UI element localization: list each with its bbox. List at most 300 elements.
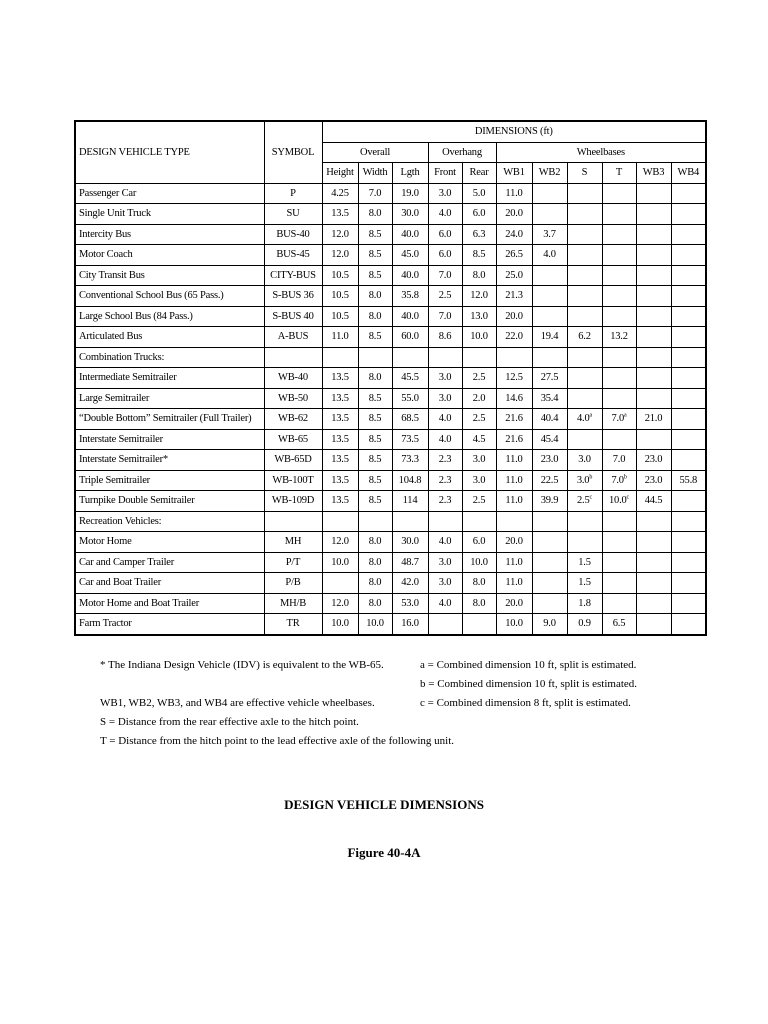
value-cell-height [322,491,358,512]
value-cell-height [322,286,358,307]
value-text: 30.0 [401,536,419,548]
value-cell-width [358,409,392,430]
footnote-marker: a [624,412,627,419]
value-text: 8.5 [368,413,382,425]
value-cell-front [428,327,462,348]
value-text: 2.5 [577,495,590,507]
value-text: 3.0 [438,372,452,384]
column-header-lgth: Lgth [392,163,428,184]
value-cell-rear [462,368,496,389]
column-header-t: T [602,163,636,184]
value-cell-wb4 [671,245,706,266]
value-cell-front [428,286,462,307]
value-text: 73.3 [401,454,419,466]
value-text: 11.0 [505,556,523,568]
value-text: 40.4 [540,413,559,425]
value-cell-wb2 [532,614,567,635]
empty-cell [392,347,428,368]
value-cell-s [567,491,602,512]
value-cell-width [358,388,392,409]
notes-section [100,656,720,751]
value-cell-lgth [392,532,428,553]
value-cell-wb3 [636,552,671,573]
value-text: 8.5 [368,454,382,466]
value-cell-height [322,470,358,491]
value-text: 104.8 [398,474,422,486]
footnote-marker: b [623,474,627,481]
value-cell-lgth [392,470,428,491]
value-cell-s [567,409,602,430]
value-text: 13.5 [331,413,349,425]
value-cell-width [358,327,392,348]
value-text: 55.0 [401,392,419,404]
value-cell-wb2 [532,593,567,614]
value-cell-wb3 [636,614,671,635]
note-b: b = Combined dimension 10 ft, split is estimated. [420,678,638,690]
table-row [75,388,706,409]
value-cell-s [567,224,602,245]
value-text: 19.4 [540,331,559,343]
value-cell-lgth [392,224,428,245]
value-text: 7.0 [438,310,452,322]
value-cell-wb3 [636,409,671,430]
value-cell-s [567,306,602,327]
value-text: 3.0 [472,454,486,466]
value-cell-rear [462,306,496,327]
value-cell-wb3 [636,450,671,471]
value-text: 4.5 [472,433,486,445]
value-cell-height [322,245,358,266]
value-text: 8.0 [472,597,486,609]
value-cell-width [358,286,392,307]
vehicle-type-cell: Conventional School Bus (65 Pass.) [75,286,264,307]
value-text: 44.5 [644,495,663,507]
vehicle-type-cell: Large Semitrailer [75,388,264,409]
value-cell-wb3 [636,224,671,245]
value-text: 8.5 [368,392,382,404]
value-cell-height [322,573,358,594]
value-text: 2.5 [472,413,486,425]
value-text: 8.5 [368,269,382,281]
value-cell-front [428,573,462,594]
value-cell-s [567,532,602,553]
symbol-cell: S-BUS 40 [264,306,322,327]
value-cell-t [602,409,636,430]
value-cell-height [322,450,358,471]
value-cell-height [322,593,358,614]
empty-cell [264,347,322,368]
value-cell-wb2 [532,327,567,348]
value-cell-wb1 [496,614,532,635]
value-text: 23.0 [644,454,663,466]
value-text: 6.2 [578,331,591,343]
value-text: 4.0 [438,536,452,548]
empty-cell [322,511,358,532]
value-cell-rear [462,450,496,471]
value-cell-t [602,552,636,573]
value-text: 6.0 [438,228,452,240]
symbol-cell: P/B [264,573,322,594]
vehicle-type-cell: Motor Coach [75,245,264,266]
value-cell-wb1 [496,183,532,204]
value-text: 21.3 [505,290,523,302]
value-text: 23.0 [644,474,663,486]
column-header-wb1: WB1 [496,163,532,184]
value-text: 6.3 [472,228,486,240]
value-text: 12.0 [331,249,349,261]
value-cell-rear [462,327,496,348]
value-cell-wb4 [671,491,706,512]
value-text: 53.0 [401,597,419,609]
value-cell-height [322,265,358,286]
value-cell-t [602,532,636,553]
value-text: 3.0 [578,454,591,466]
value-cell-s [567,593,602,614]
value-text: 5.0 [472,187,486,199]
value-cell-lgth [392,491,428,512]
value-text: 20.0 [505,536,523,548]
column-header-front: Front [428,163,462,184]
symbol-cell: BUS-40 [264,224,322,245]
value-cell-lgth [392,429,428,450]
value-text: 40.0 [401,269,419,281]
empty-cell [636,347,671,368]
value-text: 11.0 [505,495,523,507]
column-header-width: Width [358,163,392,184]
value-cell-wb2 [532,450,567,471]
value-text: 13.5 [331,392,349,404]
value-cell-rear [462,614,496,635]
empty-cell [496,347,532,368]
value-cell-wb1 [496,327,532,348]
value-text: 21.6 [505,433,523,445]
value-cell-lgth [392,409,428,430]
empty-cell [428,347,462,368]
value-cell-wb4 [671,593,706,614]
value-cell-rear [462,532,496,553]
value-cell-wb2 [532,286,567,307]
table-body [75,183,706,635]
value-cell-width [358,204,392,225]
value-cell-rear [462,183,496,204]
value-cell-width [358,614,392,635]
value-cell-height [322,224,358,245]
value-cell-wb4 [671,409,706,430]
empty-cell [567,347,602,368]
value-text: 12.0 [470,290,488,302]
value-cell-lgth [392,265,428,286]
column-header-rear: Rear [462,163,496,184]
column-header-s: S [567,163,602,184]
value-cell-lgth [392,388,428,409]
footnote-marker: a [589,412,592,419]
value-cell-lgth [392,286,428,307]
section-label: Recreation Vehicles: [75,511,264,532]
value-text: 39.9 [540,495,559,507]
value-text: 20.0 [505,597,523,609]
note-wheelbases: WB1, WB2, WB3, and WB4 are effective vehicle wheelbases. [100,697,375,709]
value-text: 4.0 [438,433,452,445]
value-cell-wb4 [671,388,706,409]
value-cell-width [358,573,392,594]
value-text: 8.0 [368,208,382,220]
value-cell-lgth [392,614,428,635]
value-cell-t [602,450,636,471]
empty-cell [671,511,706,532]
vehicle-type-cell: Turnpike Double Semitrailer [75,491,264,512]
value-cell-t [602,204,636,225]
value-cell-front [428,388,462,409]
value-text: 40.0 [401,228,419,240]
value-cell-width [358,368,392,389]
column-header-wb4: WB4 [671,163,706,184]
value-cell-wb2 [532,204,567,225]
value-cell-wb1 [496,409,532,430]
value-cell-width [358,429,392,450]
value-text: 8.5 [368,495,382,507]
value-text: 12.0 [331,228,349,240]
value-cell-height [322,552,358,573]
value-text: 4.0 [438,597,452,609]
value-cell-t [602,429,636,450]
value-text: 20.0 [505,310,523,322]
value-text: 10.5 [331,290,349,302]
vehicle-type-cell: Motor Home [75,532,264,553]
footnote-marker: c [589,494,592,501]
value-cell-width [358,245,392,266]
value-text: 27.5 [540,372,559,384]
value-cell-rear [462,224,496,245]
value-cell-front [428,306,462,327]
value-cell-wb2 [532,409,567,430]
value-cell-wb2 [532,552,567,573]
value-text: 10.0 [331,618,349,630]
value-text: 10.5 [331,310,349,322]
value-cell-height [322,183,358,204]
value-cell-wb3 [636,491,671,512]
value-cell-wb1 [496,491,532,512]
value-cell-wb2 [532,306,567,327]
value-text: 6.5 [612,618,626,630]
page-title: DESIGN VEHICLE DIMENSIONS [284,797,484,812]
empty-cell [567,511,602,532]
column-header-height: Height [322,163,358,184]
value-cell-wb1 [496,368,532,389]
value-text: 6.0 [472,536,486,548]
value-cell-wb4 [671,204,706,225]
value-text: 3.0 [438,187,452,199]
value-text: 10.0 [470,331,488,343]
value-cell-wb4 [671,614,706,635]
value-cell-lgth [392,552,428,573]
section-label: Combination Trucks: [75,347,264,368]
table-row [75,573,706,594]
value-cell-wb3 [636,593,671,614]
value-text: 13.5 [331,208,349,220]
value-text: 9.0 [543,618,556,630]
value-text: 10.0 [505,618,523,630]
value-cell-wb1 [496,532,532,553]
value-cell-height [322,327,358,348]
empty-cell [496,511,532,532]
value-cell-height [322,614,358,635]
empty-cell [322,347,358,368]
value-cell-front [428,614,462,635]
value-cell-front [428,593,462,614]
value-cell-wb4 [671,286,706,307]
value-text: 7.0 [611,413,625,425]
value-cell-wb3 [636,573,671,594]
value-text: 8.5 [368,433,382,445]
vehicle-type-cell: Farm Tractor [75,614,264,635]
value-cell-wb1 [496,265,532,286]
value-text: 8.0 [472,269,486,281]
symbol-cell: BUS-45 [264,245,322,266]
value-cell-s [567,470,602,491]
symbol-cell: WB-109D [264,491,322,512]
value-cell-front [428,491,462,512]
value-text: 13.5 [331,495,349,507]
value-text: 8.0 [368,556,382,568]
value-text: 3.7 [543,228,556,240]
empty-cell [671,347,706,368]
value-cell-wb1 [496,286,532,307]
value-cell-height [322,429,358,450]
note-a: a = Combined dimension 10 ft, split is estimated. [420,659,637,671]
value-text: 8.0 [368,536,382,548]
value-text: 22.5 [540,474,559,486]
value-cell-wb2 [532,429,567,450]
value-cell-wb3 [636,306,671,327]
design-vehicle-table-container [74,120,705,636]
value-text: 3.0 [438,556,452,568]
value-cell-wb4 [671,368,706,389]
value-cell-wb1 [496,593,532,614]
value-text: 45.5 [401,372,419,384]
value-text: 8.0 [368,597,382,609]
symbol-cell: CITY-BUS [264,265,322,286]
value-text: 13.0 [470,310,488,322]
value-cell-front [428,265,462,286]
value-cell-rear [462,470,496,491]
value-cell-width [358,183,392,204]
value-cell-s [567,450,602,471]
value-text: 3.0 [438,577,452,589]
note-s-definition: S = Distance from the rear effective axle to the hitch point. [100,716,359,728]
value-cell-t [602,491,636,512]
empty-cell [462,347,496,368]
table-row [75,265,706,286]
value-cell-wb3 [636,470,671,491]
value-cell-s [567,614,602,635]
value-text: 8.6 [438,331,452,343]
value-text: 8.5 [368,228,382,240]
header-design-vehicle-type: DESIGN VEHICLE TYPE [75,121,264,183]
value-text: 114 [402,495,418,507]
value-cell-t [602,183,636,204]
value-text: 2.3 [438,454,452,466]
value-text: 30.0 [401,208,419,220]
value-cell-wb4 [671,306,706,327]
value-cell-width [358,470,392,491]
table-row [75,532,706,553]
value-cell-lgth [392,306,428,327]
value-text: 7.0 [612,454,626,466]
value-cell-lgth [392,368,428,389]
symbol-cell: MH [264,532,322,553]
value-cell-wb1 [496,224,532,245]
value-cell-wb1 [496,552,532,573]
value-cell-rear [462,429,496,450]
symbol-cell: S-BUS 36 [264,286,322,307]
header-symbol: SYMBOL [264,121,322,183]
value-cell-wb3 [636,265,671,286]
vehicle-type-cell: Triple Semitrailer [75,470,264,491]
table-row [75,614,706,635]
value-cell-lgth [392,573,428,594]
value-cell-wb1 [496,306,532,327]
table-row [75,306,706,327]
symbol-cell: WB-65D [264,450,322,471]
symbol-cell: MH/B [264,593,322,614]
value-text: 13.5 [331,474,349,486]
vehicle-type-cell: Intercity Bus [75,224,264,245]
value-cell-s [567,388,602,409]
value-cell-wb4 [671,470,706,491]
value-text: 7.0 [368,187,382,199]
value-text: 2.5 [472,495,486,507]
empty-cell [358,511,392,532]
value-text: 60.0 [401,331,419,343]
value-cell-wb1 [496,204,532,225]
value-text: 23.0 [540,454,559,466]
value-cell-height [322,388,358,409]
value-text: 10.0 [608,495,627,507]
value-text: 21.0 [644,413,663,425]
value-cell-s [567,368,602,389]
empty-cell [358,347,392,368]
value-cell-lgth [392,450,428,471]
empty-cell [602,347,636,368]
value-cell-s [567,327,602,348]
symbol-cell: WB-62 [264,409,322,430]
value-cell-wb4 [671,532,706,553]
value-cell-rear [462,245,496,266]
value-text: 0.9 [578,618,591,630]
symbol-cell: WB-100T [264,470,322,491]
value-cell-wb3 [636,532,671,553]
value-cell-t [602,593,636,614]
value-text: 2.5 [438,290,452,302]
value-cell-height [322,306,358,327]
value-text: 13.5 [331,372,349,384]
figure-label: Figure 40-4A [347,845,421,860]
value-cell-wb1 [496,450,532,471]
vehicle-type-cell: City Transit Bus [75,265,264,286]
value-cell-rear [462,573,496,594]
value-text: 8.0 [368,290,382,302]
value-cell-lgth [392,204,428,225]
empty-cell [428,511,462,532]
value-cell-s [567,286,602,307]
value-text: 45.0 [401,249,419,261]
value-cell-rear [462,409,496,430]
value-text: 40.0 [401,310,419,322]
value-cell-wb2 [532,573,567,594]
value-cell-front [428,409,462,430]
vehicle-type-cell: Interstate Semitrailer* [75,450,264,471]
value-text: 10.0 [470,556,488,568]
